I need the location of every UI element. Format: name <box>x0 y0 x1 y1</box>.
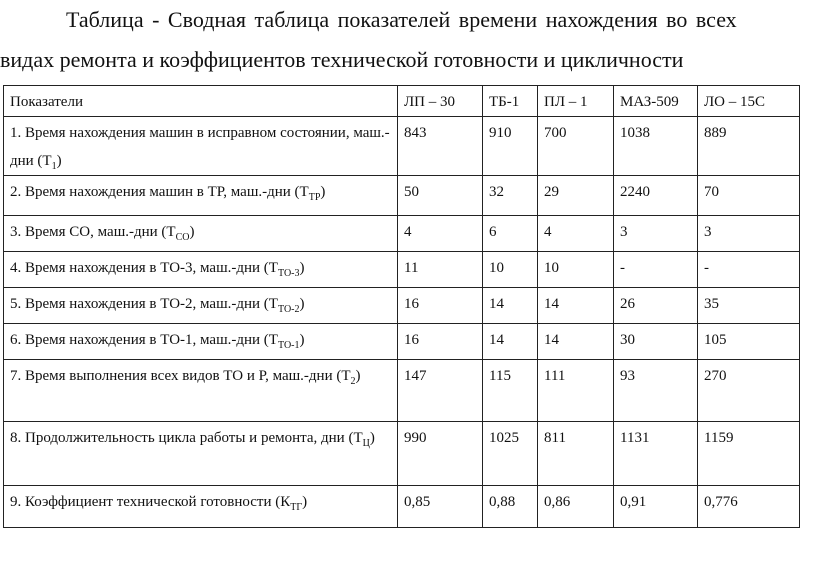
table-cell: 990 <box>398 422 483 486</box>
row-label-text: 7. Время выполнения всех видов ТО и Р, маш.-дни (Т <box>10 368 351 384</box>
table-cell: 889 <box>698 117 800 176</box>
row-label <box>4 288 398 324</box>
row-label <box>4 216 398 252</box>
table-row <box>4 176 800 216</box>
header-indicators: Показатели <box>4 86 398 117</box>
row-label-subscript: Ц <box>362 438 370 449</box>
row-label <box>4 486 398 528</box>
table-cell: 10 <box>538 252 614 288</box>
row-label <box>4 176 398 216</box>
row-label-close: ) <box>299 296 305 312</box>
table-cell: 6 <box>483 216 538 252</box>
row-label-text: 6. Время нахождения в ТО-1, маш.-дни (Т <box>10 332 278 348</box>
row-label-close: ) <box>299 260 305 276</box>
table-cell: 105 <box>698 324 800 360</box>
header-lp-30: ЛП – 30 <box>398 86 483 117</box>
table-cell: 270 <box>698 360 800 422</box>
caption-line-2: видах ремонта и коэффициентов технической готовности и цикличности <box>0 47 684 72</box>
header-tb-1: ТБ-1 <box>483 86 538 117</box>
table-cell: 3 <box>614 216 698 252</box>
table-cell: 0,776 <box>698 486 800 528</box>
table-cell: 14 <box>483 288 538 324</box>
table-cell: 1025 <box>483 422 538 486</box>
row-label-close: ) <box>355 368 361 384</box>
table-cell: 93 <box>614 360 698 422</box>
caption-line-1: Таблица - Сводная таблица показателей времени нахождения во всех <box>66 7 737 32</box>
row-label-subscript: СО <box>175 232 190 243</box>
table-cell: 30 <box>614 324 698 360</box>
table-cell: 700 <box>538 117 614 176</box>
table-cell: - <box>698 252 800 288</box>
row-label-text: 1. Время нахождения машин в исправном состоянии, маш.-дни (Т <box>10 125 390 169</box>
row-label <box>4 117 398 176</box>
table-cell: 2240 <box>614 176 698 216</box>
table-cell: 147 <box>398 360 483 422</box>
row-label-close: ) <box>299 332 305 348</box>
table-cell: 26 <box>614 288 698 324</box>
row-label-close: ) <box>302 494 308 510</box>
table-cell: 0,88 <box>483 486 538 528</box>
table-body <box>4 117 800 528</box>
row-label-subscript: 2 <box>350 376 356 387</box>
table-cell: 50 <box>398 176 483 216</box>
table-row <box>4 422 800 486</box>
table-cell: 4 <box>398 216 483 252</box>
table-cell: 16 <box>398 324 483 360</box>
table-cell: 32 <box>483 176 538 216</box>
header-maz-509: МАЗ-509 <box>614 86 698 117</box>
table-cell: 115 <box>483 360 538 422</box>
table-cell: - <box>614 252 698 288</box>
table-cell: 4 <box>538 216 614 252</box>
row-label-close: ) <box>320 184 326 200</box>
row-label-text: 9. Коэффициент технической готовности (К <box>10 494 291 510</box>
table-header-row <box>4 86 800 117</box>
table-cell: 111 <box>538 360 614 422</box>
row-label <box>4 324 398 360</box>
row-label-subscript: ТГ <box>290 502 303 513</box>
table-row <box>4 324 800 360</box>
row-label-text: 8. Продолжительность цикла работы и ремонта, дни (Т <box>10 430 363 446</box>
table-caption <box>0 0 816 80</box>
table-cell: 35 <box>698 288 800 324</box>
row-label-text: 3. Время СО, маш.-дни (Т <box>10 224 176 240</box>
table-row <box>4 216 800 252</box>
table-cell: 11 <box>398 252 483 288</box>
table-cell: 70 <box>698 176 800 216</box>
table-cell: 0,85 <box>398 486 483 528</box>
table-cell: 1131 <box>614 422 698 486</box>
header-lo-15s: ЛО – 15С <box>698 86 800 117</box>
table-cell: 14 <box>483 324 538 360</box>
row-label-subscript: ТО-1 <box>277 340 300 351</box>
table-cell: 1159 <box>698 422 800 486</box>
table-cell: 910 <box>483 117 538 176</box>
row-label <box>4 422 398 486</box>
summary-table <box>3 85 800 528</box>
row-label <box>4 252 398 288</box>
table-cell: 0,91 <box>614 486 698 528</box>
row-label-subscript: 1 <box>51 161 57 172</box>
table-row <box>4 360 800 422</box>
table-row <box>4 117 800 176</box>
row-label-text: 2. Время нахождения машин в ТР, маш.-дни (Т <box>10 184 309 200</box>
table-cell: 14 <box>538 324 614 360</box>
row-label-text: 5. Время нахождения в ТО-2, маш.-дни (Т <box>10 296 278 312</box>
table-cell: 0,86 <box>538 486 614 528</box>
table-cell: 16 <box>398 288 483 324</box>
table-row <box>4 252 800 288</box>
table-cell: 10 <box>483 252 538 288</box>
row-label-close: ) <box>189 224 195 240</box>
row-label-close: ) <box>369 430 375 446</box>
row-label-text: 4. Время нахождения в ТО-3, маш.-дни (Т <box>10 260 278 276</box>
table-row <box>4 288 800 324</box>
header-pl-1: ПЛ – 1 <box>538 86 614 117</box>
row-label-close: ) <box>56 153 62 169</box>
row-label-subscript: ТО-2 <box>277 304 300 315</box>
row-label-subscript: ТО-3 <box>277 268 300 279</box>
table-cell: 843 <box>398 117 483 176</box>
row-label <box>4 360 398 422</box>
table-row <box>4 486 800 528</box>
table-cell: 3 <box>698 216 800 252</box>
table-cell: 811 <box>538 422 614 486</box>
row-label-subscript: ТР <box>308 192 321 203</box>
table-cell: 29 <box>538 176 614 216</box>
table-cell: 14 <box>538 288 614 324</box>
table-cell: 1038 <box>614 117 698 176</box>
